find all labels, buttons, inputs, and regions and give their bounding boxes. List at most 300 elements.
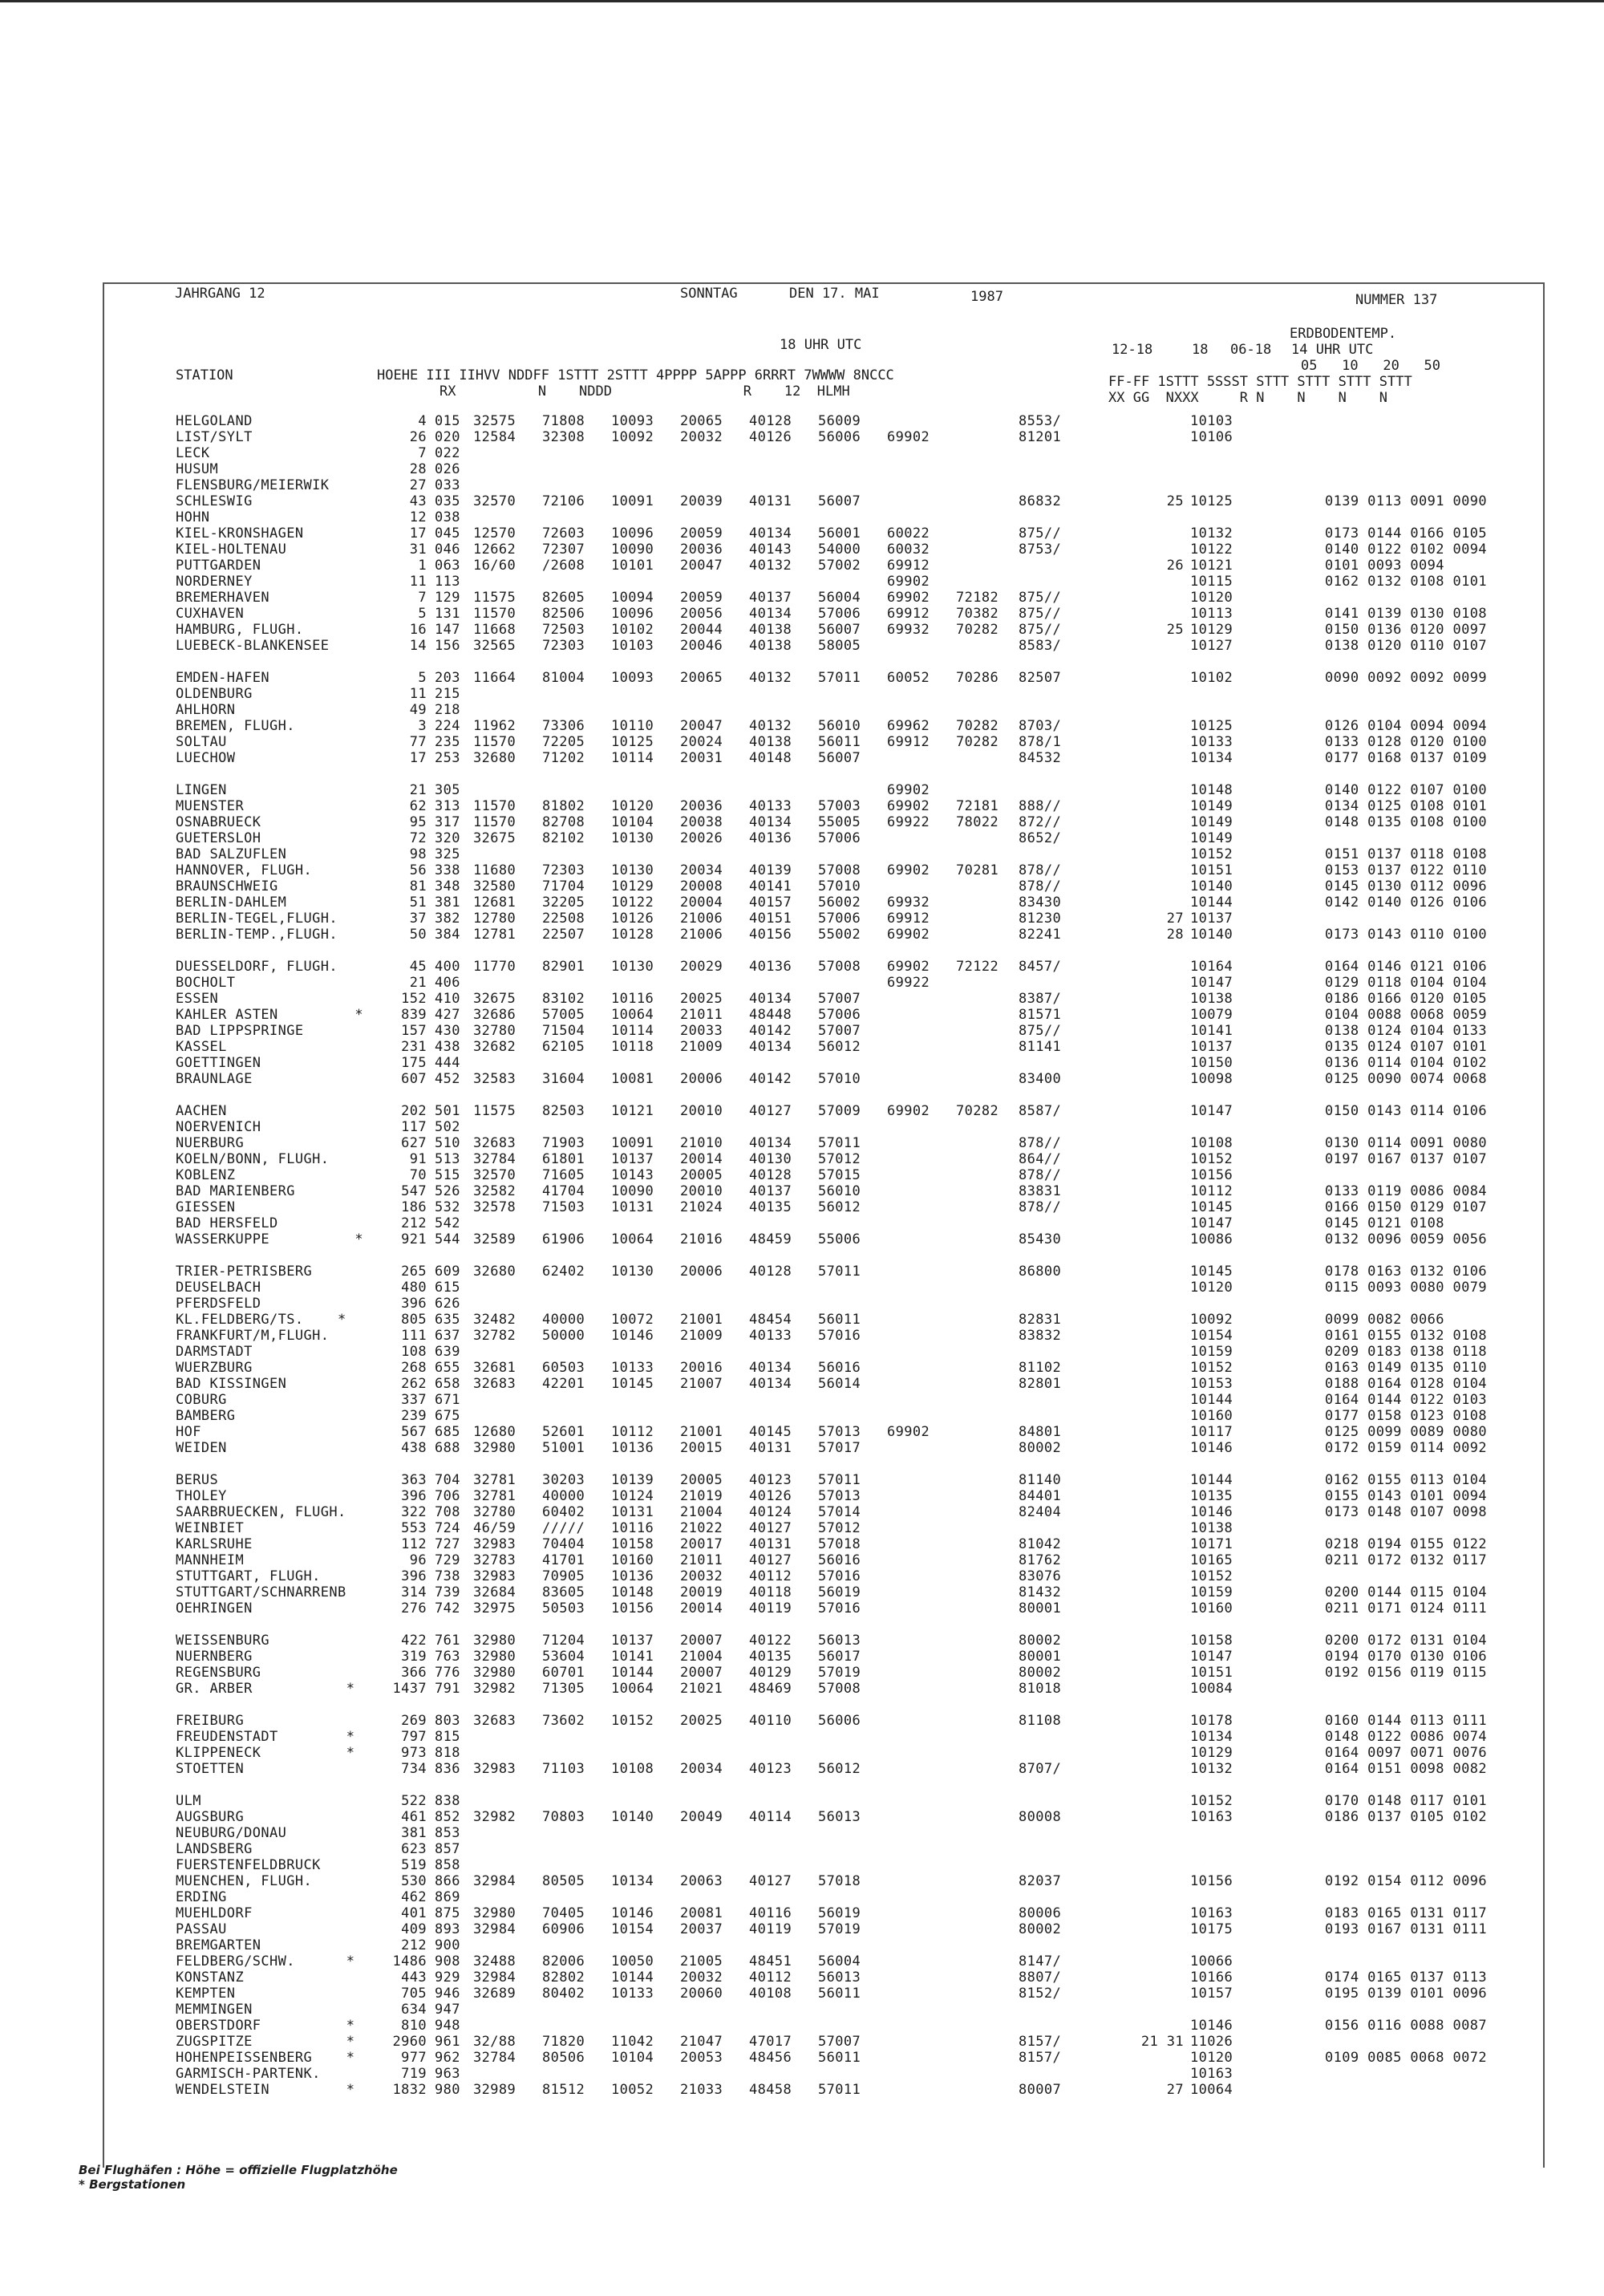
8nccc: 83831 (1019, 1183, 1062, 1199)
1sttt: 10134 (611, 1873, 654, 1889)
hoehe: 202 (401, 1103, 427, 1119)
2sttt: 20060 (680, 1986, 723, 2002)
1sttt-18: 10134 (1190, 1729, 1233, 1745)
table-row (0, 622, 1604, 638)
1sttt-18: 10164 (1190, 959, 1233, 975)
soil-temps: 0200 0144 0115 0104 (1325, 1584, 1488, 1600)
nddff: 50503 (542, 1600, 585, 1617)
station-name: COBURG (176, 1392, 227, 1408)
iihvv: 32980 (473, 1665, 516, 1681)
1sttt: 10104 (611, 814, 654, 830)
2sttt: 21006 (680, 927, 723, 943)
5appp: 57013 (818, 1488, 861, 1504)
1sttt-18: 10147 (1190, 975, 1233, 991)
4pppp: 48454 (749, 1312, 792, 1328)
2sttt: 20038 (680, 814, 723, 830)
hoehe: 112 (401, 1536, 427, 1552)
7wwww: 70282 (956, 718, 999, 734)
8nccc: 875// (1019, 525, 1062, 542)
5appp: 57008 (818, 959, 861, 975)
6rrrt: 69922 (887, 814, 930, 830)
5appp: 57018 (818, 1873, 861, 1889)
4pppp: 47017 (749, 2034, 792, 2050)
table-row (0, 1264, 1604, 1280)
5appp: 56004 (818, 590, 861, 606)
hoehe: 152 (401, 991, 427, 1007)
year-label: 1987 (970, 289, 1003, 305)
soil-temps: 0173 0144 0166 0105 (1325, 525, 1488, 542)
nddff: 82802 (542, 1969, 585, 1986)
station-id: 948 (435, 2018, 460, 2034)
nddff: 71103 (542, 1761, 585, 1777)
6rrrt: 69902 (887, 782, 930, 798)
1sttt-18: 10163 (1190, 2066, 1233, 2082)
iihvv: 32780 (473, 1504, 516, 1520)
station-id: 729 (435, 1552, 460, 1568)
station-name: HOHENPEISSENBERG * (176, 2050, 355, 2066)
station-name: LANDSBERG (176, 1841, 253, 1857)
station-name: GIESSEN (176, 1199, 236, 1215)
table-row (0, 814, 1604, 830)
hoehe: 95 (409, 814, 427, 830)
1sttt: 10145 (611, 1376, 654, 1392)
2sttt: 20032 (680, 429, 723, 445)
iihvv: 32675 (473, 830, 516, 846)
table-row (0, 959, 1604, 975)
1sttt: 10096 (611, 606, 654, 622)
table-row (0, 558, 1604, 574)
nddff: 71305 (542, 1681, 585, 1697)
station-name: BREMERHAVEN (176, 590, 269, 606)
1sttt: 10093 (611, 413, 654, 429)
7wwww: 72182 (956, 590, 999, 606)
hoehe: 337 (401, 1392, 427, 1408)
nddff: 71503 (542, 1199, 585, 1215)
station-id: 852 (435, 1809, 460, 1825)
1sttt-18: 10175 (1190, 1921, 1233, 1937)
hoehe: 11 (409, 686, 427, 702)
2sttt: 20033 (680, 1023, 723, 1039)
2sttt: 20006 (680, 1071, 723, 1087)
station-name: BAD KISSINGEN (176, 1376, 287, 1392)
hoehe: 14 (409, 638, 427, 654)
2sttt: 20010 (680, 1103, 723, 1119)
iihvv: 32578 (473, 1199, 516, 1215)
nddff: 50000 (542, 1328, 585, 1344)
soil-temps: 0155 0143 0101 0094 (1325, 1488, 1488, 1504)
8nccc: 878// (1019, 1135, 1062, 1151)
nddff: 80506 (542, 2050, 585, 2066)
table-row (0, 1488, 1604, 1504)
5appp: 56010 (818, 718, 861, 734)
hoehe: 634 (401, 2002, 427, 2018)
iihvv: 32980 (473, 1633, 516, 1649)
soil-temps: 0138 0120 0110 0107 (1325, 638, 1488, 654)
hoehe: 26 (409, 429, 427, 445)
iihvv: 11575 (473, 590, 516, 606)
hoehe: 269 (401, 1713, 427, 1729)
iihvv: 32989 (473, 2082, 516, 2098)
2sttt: 21047 (680, 2034, 723, 2050)
4pppp: 40127 (749, 1103, 792, 1119)
nddff: 81512 (542, 2082, 585, 2098)
station-id: 510 (435, 1135, 460, 1151)
4pppp: 40138 (749, 622, 792, 638)
station-name: KL.FELDBERG/TS. * (176, 1312, 346, 1328)
hoehe: 553 (401, 1520, 427, 1536)
soil-temps: 0140 0122 0107 0100 (1325, 782, 1488, 798)
2sttt: 21005 (680, 1953, 723, 1969)
1sttt-18: 11026 (1190, 2034, 1233, 2050)
table-row (0, 1183, 1604, 1199)
nddff: 57005 (542, 1007, 585, 1023)
station-column-header: STATION (176, 367, 233, 383)
5appp: 56002 (818, 894, 861, 911)
hoehe: 705 (401, 1986, 427, 2002)
station-name: KIEL-HOLTENAU (176, 542, 287, 558)
7wwww: 70281 (956, 862, 999, 878)
hoehe: 81 (409, 878, 427, 894)
iihvv: 12780 (473, 911, 516, 927)
hoehe: 117 (401, 1119, 427, 1135)
7wwww: 72181 (956, 798, 999, 814)
4pppp: 48448 (749, 1007, 792, 1023)
soil-temps: 0170 0148 0117 0101 (1325, 1793, 1488, 1809)
2sttt: 21007 (680, 1376, 723, 1392)
5appp: 56006 (818, 1713, 861, 1729)
1sttt-18: 10140 (1190, 878, 1233, 894)
2sttt: 21009 (680, 1039, 723, 1055)
iihvv: 11575 (473, 1103, 516, 1119)
station-id: 858 (435, 1857, 460, 1873)
station-name: BAD HERSFELD (176, 1215, 278, 1231)
hoehe: 265 (401, 1264, 427, 1280)
hoehe: 363 (401, 1472, 427, 1488)
hoehe: 186 (401, 1199, 427, 1215)
1sttt-18: 10138 (1190, 1520, 1233, 1536)
2sttt: 20047 (680, 558, 723, 574)
1sttt: 10156 (611, 1600, 654, 1617)
nddff: 53604 (542, 1649, 585, 1665)
table-row (0, 2082, 1604, 2098)
nddff: 72106 (542, 493, 585, 509)
hoehe: 70 (409, 1167, 427, 1183)
table-row (0, 1119, 1604, 1135)
iihvv: 32980 (473, 1649, 516, 1665)
station-name: AUGSBURG (176, 1809, 245, 1825)
nddff: 22507 (542, 927, 585, 943)
station-id: 838 (435, 1793, 460, 1809)
4pppp: 40137 (749, 1183, 792, 1199)
column-codes-line2: RX N NDDD R 12 HLMH (439, 383, 850, 400)
1sttt-18: 10086 (1190, 1231, 1233, 1247)
1sttt-18: 10149 (1190, 830, 1233, 846)
utc18-heading: 18 UHR UTC (780, 337, 862, 353)
8nccc: 875// (1019, 590, 1062, 606)
1sttt: 10091 (611, 1135, 654, 1151)
8nccc: 8553/ (1019, 413, 1062, 429)
1sttt: 10090 (611, 542, 654, 558)
8nccc: 872// (1019, 814, 1062, 830)
table-row (0, 1584, 1604, 1600)
station-id: 235 (435, 734, 460, 750)
table-row (0, 1296, 1604, 1312)
1sttt-18: 10133 (1190, 734, 1233, 750)
hoehe: 96 (409, 1552, 427, 1568)
4pppp: 40124 (749, 1504, 792, 1520)
station-id: 384 (435, 927, 460, 943)
table-row (0, 1681, 1604, 1697)
station-id: 400 (435, 959, 460, 975)
iihvv: 32583 (473, 1071, 516, 1087)
station-id: 962 (435, 2050, 460, 2066)
hoehe: 921 (401, 1231, 427, 1247)
8nccc: 8753/ (1019, 542, 1062, 558)
4pppp: 40134 (749, 1360, 792, 1376)
2sttt: 20010 (680, 1183, 723, 1199)
hoehe: 734 (401, 1761, 427, 1777)
8nccc: 878// (1019, 1167, 1062, 1183)
5appp: 57019 (818, 1921, 861, 1937)
nddff: 71204 (542, 1633, 585, 1649)
station-name: OLDENBURG (176, 686, 253, 702)
nddff: 60701 (542, 1665, 585, 1681)
station-id: 708 (435, 1504, 460, 1520)
hoehe: 77 (409, 734, 427, 750)
hoehe: 111 (401, 1328, 427, 1344)
table-row (0, 1745, 1604, 1761)
nddff: 71504 (542, 1023, 585, 1039)
2sttt: 20047 (680, 718, 723, 734)
1sttt: 10108 (611, 1761, 654, 1777)
1sttt: 10118 (611, 1039, 654, 1055)
iihvv: 32684 (473, 1584, 516, 1600)
4pppp: 48456 (749, 2050, 792, 2066)
station-name: BAD LIPPSPRINGE (176, 1023, 304, 1039)
station-name: SOLTAU (176, 734, 227, 750)
8nccc: 81571 (1019, 1007, 1062, 1023)
hoehe: 17 (409, 750, 427, 766)
1sttt-18: 10122 (1190, 542, 1233, 558)
1sttt: 10114 (611, 750, 654, 766)
nddff: 32308 (542, 429, 585, 445)
nddff: 62105 (542, 1039, 585, 1055)
nddff: /2608 (542, 558, 585, 574)
2sttt: 20029 (680, 959, 723, 975)
station-id: 038 (435, 509, 460, 525)
soil-temps: 0145 0130 0112 0096 (1325, 878, 1488, 894)
1sttt: 10103 (611, 638, 654, 654)
8nccc: 864// (1019, 1151, 1062, 1167)
iihvv: 11570 (473, 798, 516, 814)
station-id: 929 (435, 1969, 460, 1986)
table-row (0, 574, 1604, 590)
iihvv: 12570 (473, 525, 516, 542)
hoehe: 2960 (392, 2034, 427, 2050)
1sttt-18: 10125 (1190, 493, 1233, 509)
table-row (0, 1167, 1604, 1183)
station-id: 947 (435, 2002, 460, 2018)
1sttt-18: 10151 (1190, 1665, 1233, 1681)
5appp: 58005 (818, 638, 861, 654)
1sttt-18: 10120 (1190, 2050, 1233, 2066)
1sttt-18: 10159 (1190, 1584, 1233, 1600)
2sttt: 20005 (680, 1167, 723, 1183)
table-row (0, 493, 1604, 509)
nddff: 72603 (542, 525, 585, 542)
iihvv: 12781 (473, 927, 516, 943)
table-row (0, 1713, 1604, 1729)
4pppp: 40112 (749, 1969, 792, 1986)
2sttt: 20036 (680, 798, 723, 814)
1sttt-18: 10084 (1190, 1681, 1233, 1697)
hoehe: 1832 (392, 2082, 427, 2098)
table-row (0, 2066, 1604, 2082)
nddff: 82503 (542, 1103, 585, 1119)
1sttt-18: 10141 (1190, 1023, 1233, 1039)
nddff: 70404 (542, 1536, 585, 1552)
6rrrt: 69922 (887, 975, 930, 991)
nddff: 82605 (542, 590, 585, 606)
hoehe: 810 (401, 2018, 427, 2034)
table-row (0, 1889, 1604, 1905)
iihvv: 11770 (473, 959, 516, 975)
hoehe: 530 (401, 1873, 427, 1889)
1sttt-18: 10129 (1190, 1745, 1233, 1761)
table-row (0, 1199, 1604, 1215)
soil-temps: 0195 0139 0101 0096 (1325, 1986, 1488, 2002)
table-row (0, 1312, 1604, 1328)
station-id: 320 (435, 830, 460, 846)
table-row (0, 1440, 1604, 1456)
station-id: 738 (435, 1568, 460, 1584)
1sttt-18: 10135 (1190, 1488, 1233, 1504)
4pppp: 40129 (749, 1665, 792, 1681)
date-label: DEN 17. MAI (789, 286, 880, 302)
1sttt: 10124 (611, 1488, 654, 1504)
table-row (0, 1937, 1604, 1953)
hoehe: 1486 (392, 1953, 427, 1969)
5appp: 56013 (818, 1969, 861, 1986)
table-row (0, 590, 1604, 606)
1sttt: 10052 (611, 2082, 654, 2098)
2sttt: 20063 (680, 1873, 723, 1889)
8nccc: 81432 (1019, 1584, 1062, 1600)
4pppp: 40127 (749, 1520, 792, 1536)
station-id: 218 (435, 702, 460, 718)
6rrrt: 69902 (887, 927, 930, 943)
1sttt-18: 10132 (1190, 525, 1233, 542)
8nccc: 81201 (1019, 429, 1062, 445)
station-id: 908 (435, 1953, 460, 1969)
station-name: BRAUNSCHWEIG (176, 878, 278, 894)
5appp: 57002 (818, 558, 861, 574)
soil-temps: 0164 0144 0122 0103 (1325, 1392, 1488, 1408)
1sttt: 10133 (611, 1986, 654, 2002)
5appp: 56019 (818, 1905, 861, 1921)
soil-temps: 0135 0124 0107 0101 (1325, 1039, 1488, 1055)
station-name: FELDBERG/SCHW. * (176, 1953, 355, 1969)
station-id: 869 (435, 1889, 460, 1905)
table-row (0, 927, 1604, 943)
2sttt: 21022 (680, 1520, 723, 1536)
station-name: ESSEN (176, 991, 219, 1007)
hoehe: 797 (401, 1729, 427, 1745)
table-row (0, 782, 1604, 798)
8nccc: 8703/ (1019, 718, 1062, 734)
station-id: 113 (435, 574, 460, 590)
table-row (0, 686, 1604, 702)
station-id: 305 (435, 782, 460, 798)
1sttt-18: 10121 (1190, 558, 1233, 574)
station-name: BOCHOLT (176, 975, 236, 991)
5appp: 56011 (818, 1312, 861, 1328)
station-id: 685 (435, 1424, 460, 1440)
station-name: HOHN (176, 509, 210, 525)
table-row (0, 1809, 1604, 1825)
hoehe: 212 (401, 1215, 427, 1231)
1sttt-18: 10092 (1190, 1312, 1233, 1328)
1sttt-18: 10163 (1190, 1905, 1233, 1921)
8nccc: 875// (1019, 606, 1062, 622)
5appp: 56007 (818, 493, 861, 509)
station-name: BAMBERG (176, 1408, 236, 1424)
5appp: 57012 (818, 1151, 861, 1167)
station-name: HOF (176, 1424, 201, 1440)
station-id: 655 (435, 1360, 460, 1376)
soil-temps: 0172 0159 0114 0092 (1325, 1440, 1488, 1456)
soil-temps: 0134 0125 0108 0101 (1325, 798, 1488, 814)
station-name: REGENSBURG (176, 1665, 261, 1681)
8nccc: 878// (1019, 862, 1062, 878)
soil-temps: 0173 0148 0107 0098 (1325, 1504, 1488, 1520)
table-row (0, 750, 1604, 766)
1sttt: 10120 (611, 798, 654, 814)
4pppp: 40126 (749, 429, 792, 445)
station-name: OBERSTDORF * (176, 2018, 355, 2034)
nddff: 41704 (542, 1183, 585, 1199)
station-name: AACHEN (176, 1103, 227, 1119)
1sttt: 10131 (611, 1199, 654, 1215)
table-row (0, 846, 1604, 862)
5appp: 57007 (818, 991, 861, 1007)
station-name: LECK (176, 445, 210, 461)
station-id: 313 (435, 798, 460, 814)
4pppp: 40131 (749, 1536, 792, 1552)
soil-temps: 0133 0128 0120 0100 (1325, 734, 1488, 750)
iihvv: 32982 (473, 1681, 516, 1697)
hoehe: 12 (409, 509, 427, 525)
station-id: 724 (435, 1520, 460, 1536)
station-id: 406 (435, 975, 460, 991)
4pppp: 40127 (749, 1552, 792, 1568)
iihvv: 11570 (473, 606, 516, 622)
8nccc: 80001 (1019, 1600, 1062, 1617)
iihvv: 12662 (473, 542, 516, 558)
table-row (0, 1376, 1604, 1392)
8nccc: 80008 (1019, 1809, 1062, 1825)
nddff: 70803 (542, 1809, 585, 1825)
4pppp: 40135 (749, 1649, 792, 1665)
station-name: LUECHOW (176, 750, 236, 766)
station-id: 224 (435, 718, 460, 734)
hoehe: 462 (401, 1889, 427, 1905)
1sttt: 10090 (611, 1183, 654, 1199)
column-codes-line1: HOEHE III IIHVV NDDFF 1STTT 2STTT 4PPPP 5APPP 6RRRT 7WWWW 8NCCC (377, 367, 894, 383)
hoehe: 319 (401, 1649, 427, 1665)
station-id: 427 (435, 1007, 460, 1023)
table-row (0, 1231, 1604, 1247)
